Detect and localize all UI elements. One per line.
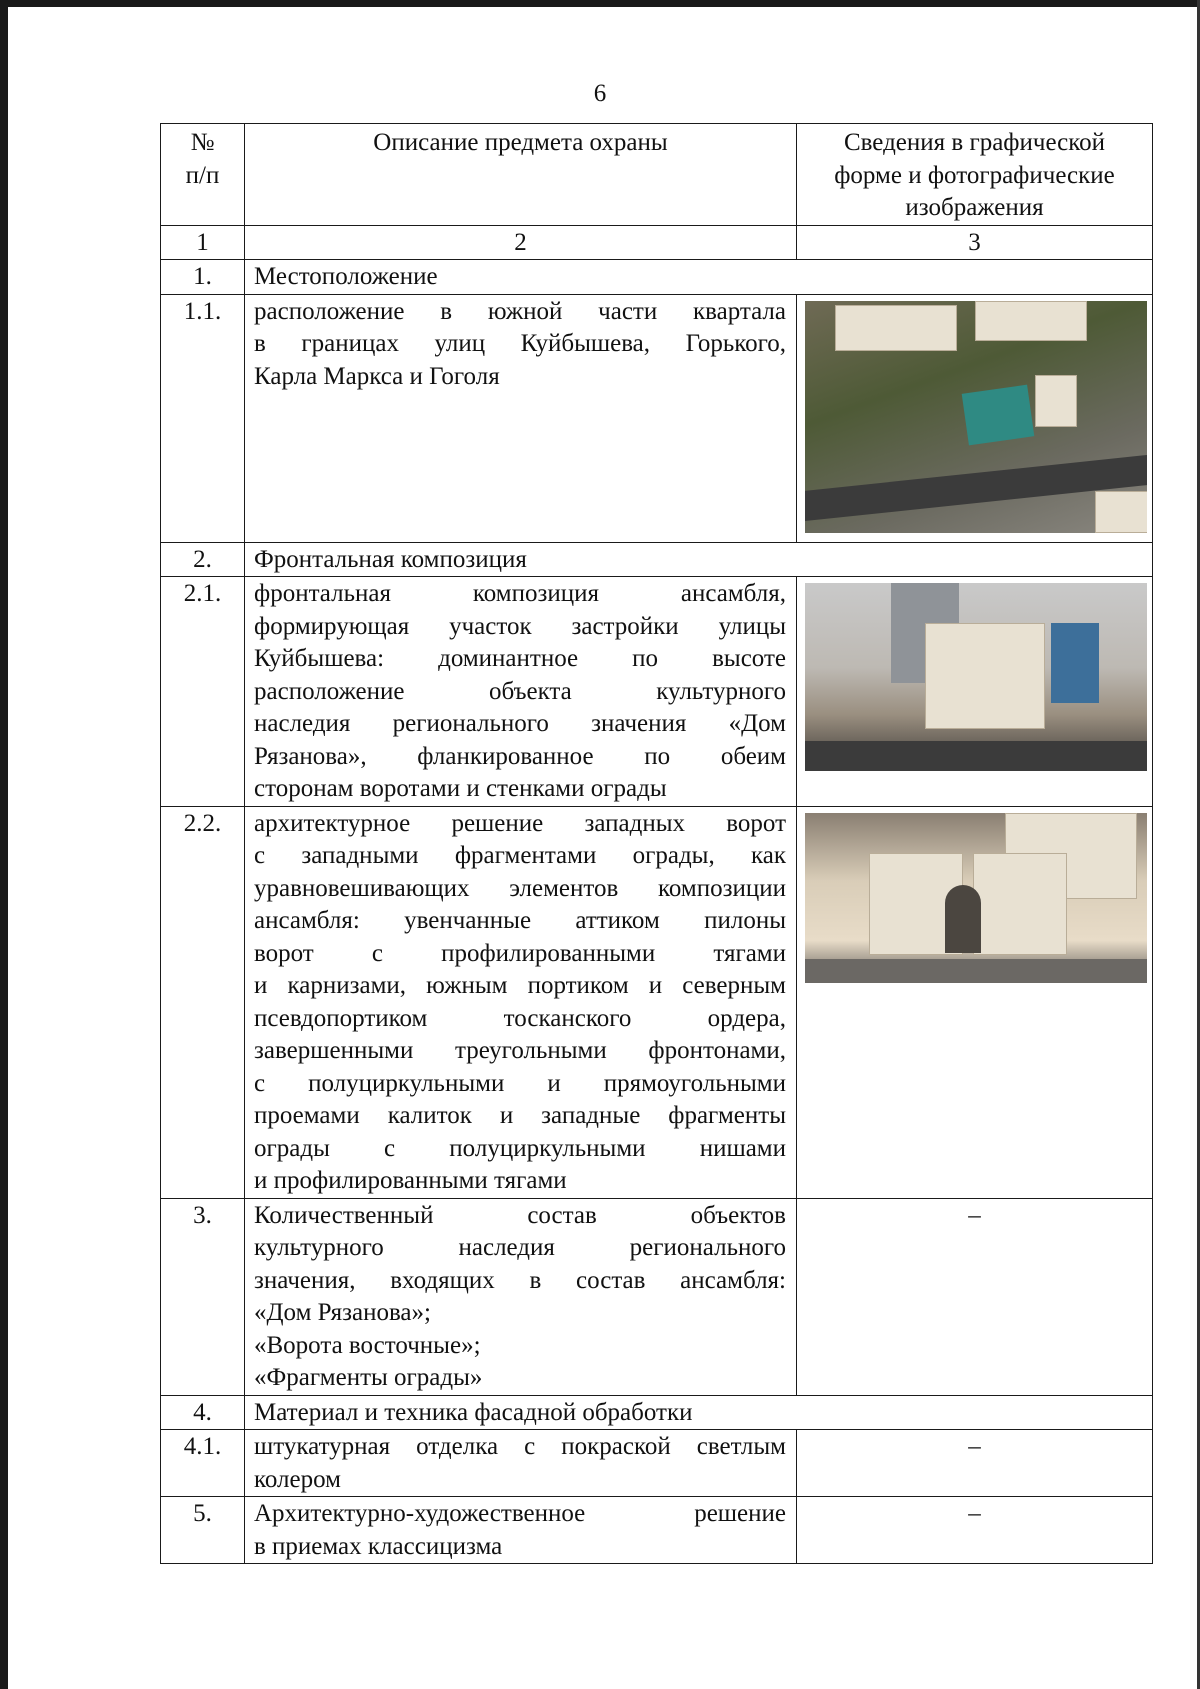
header-images-cell	[797, 124, 1153, 226]
row-number: 3.	[161, 1198, 245, 1395]
description-line: наследия регионального значения «Дом	[254, 710, 786, 737]
description-line: Архитектурно-художественное решение	[254, 1500, 786, 1527]
description-line: расположение объекта культурного	[254, 677, 786, 705]
table-row	[161, 1395, 1153, 1430]
column-numbering-row	[161, 225, 1153, 260]
section-title: Материал и техника фасадной обработки	[245, 1395, 1153, 1430]
description-line: архитектурное решение западных ворот	[254, 809, 786, 837]
description-line: уравновешивающих элементов композиции	[254, 874, 786, 902]
row-number: 2.2.	[161, 806, 245, 1198]
description-line: псевдопортиком тосканского ордера,	[254, 1004, 786, 1032]
description-line: с полуциркульными и прямоугольными	[254, 1069, 786, 1097]
row-description	[245, 1430, 797, 1497]
gate-photo	[805, 813, 1147, 983]
row-description	[245, 806, 797, 1198]
row-number: 2.1.	[161, 577, 245, 807]
image-cell	[797, 577, 1153, 807]
section-title: Местоположение	[245, 260, 1153, 295]
description-line: и профилированными тягами	[254, 1167, 567, 1194]
row-number: 5.	[161, 1497, 245, 1564]
glass-tower-shape	[1051, 623, 1099, 703]
column-number: 1	[161, 225, 245, 260]
header-images-line: изображения	[905, 194, 1044, 221]
description-line: в границах улиц Куйбышева, Горького,	[254, 330, 786, 357]
description-line: колером	[254, 1465, 341, 1493]
description-line: значения, входящих в состав ансамбля:	[254, 1266, 786, 1294]
description-line: в приемах классицизма	[254, 1532, 503, 1560]
description-line: ограды с полуциркульными нишами	[254, 1134, 786, 1162]
house-facade-photo	[805, 583, 1147, 771]
row-description	[245, 1497, 797, 1564]
section-title: Фронтальная композиция	[245, 542, 1153, 577]
description-line: Куйбышева: доминантное по высоте	[254, 645, 786, 672]
description-line: ворот с профилированными тягами	[254, 939, 786, 967]
description-line: «Дом Рязанова»;	[254, 1299, 431, 1326]
header-number-line: №	[190, 129, 215, 156]
gate-pylon-shape	[973, 853, 1067, 955]
road-shape	[805, 741, 1147, 771]
row-description	[245, 294, 797, 542]
table-row	[161, 542, 1153, 577]
row-number: 1.1.	[161, 294, 245, 542]
row-number: 1.	[161, 260, 245, 295]
description-line: формирующая участок застройки улицы	[254, 612, 786, 640]
description-line: ансамбля: увенчанные аттиком пилоны	[254, 907, 786, 934]
aerial-photo	[805, 301, 1147, 533]
building-shape	[835, 305, 957, 351]
description-line: культурного наследия регионального	[254, 1234, 786, 1261]
header-images-line: форме и фотографические	[834, 161, 1115, 189]
page-number: 6	[593, 80, 607, 107]
description-line: Количественный состав объектов	[254, 1201, 786, 1229]
column-number: 2	[245, 225, 797, 260]
description-line: «Ворота восточные»;	[254, 1331, 481, 1359]
description-line: сторонам воротами и стенками ограды	[254, 775, 667, 802]
description-line: завершенными треугольными фронтонами,	[254, 1037, 786, 1064]
description-line: с западными фрагментами ограды, как	[254, 842, 786, 869]
house-shape	[925, 623, 1045, 729]
header-number-line: п/п	[185, 161, 220, 189]
description-line: Рязанова», фланкированное по обеим	[254, 742, 786, 770]
header-description-cell: Описание предмета охраны	[245, 124, 797, 226]
row-description	[245, 1198, 797, 1395]
description-line: штукатурная отделка с покраской светлым	[254, 1433, 786, 1460]
building-shape	[975, 301, 1087, 341]
description-line: и карнизами, южным портиком и северным	[254, 972, 786, 999]
table-row	[161, 1497, 1153, 1564]
road-shape	[805, 959, 1147, 983]
table-header-row	[161, 124, 1153, 226]
scan-border-top	[0, 0, 1200, 7]
description-line: Карла Маркса и Гоголя	[254, 362, 500, 390]
scan-border-left	[0, 0, 8, 1689]
header-images-line: Сведения в графической	[843, 129, 1106, 156]
building-shape	[1095, 491, 1147, 533]
table-row	[161, 1430, 1153, 1497]
empty-image-dash: –	[797, 1497, 1153, 1564]
table-row	[161, 1198, 1153, 1395]
image-cell	[797, 294, 1153, 542]
table-row	[161, 260, 1153, 295]
empty-image-dash: –	[797, 1430, 1153, 1497]
description-line: «Фрагменты ограды»	[254, 1364, 483, 1391]
building-shape	[1035, 375, 1077, 427]
column-number: 3	[797, 225, 1153, 260]
image-cell	[797, 806, 1153, 1198]
description-line: фронтальная композиция ансамбля,	[254, 580, 786, 607]
table-row	[161, 294, 1153, 542]
row-number: 2.	[161, 542, 245, 577]
description-line: проемами калиток и западные фрагменты	[254, 1102, 786, 1129]
roof-shape	[962, 384, 1035, 445]
empty-image-dash: –	[797, 1198, 1153, 1395]
protection-subject-table	[160, 123, 1153, 1564]
description-line: расположение в южной части квартала	[254, 297, 786, 325]
header-number-cell	[161, 124, 245, 226]
gate-arch-shape	[945, 885, 981, 953]
row-number: 4.1.	[161, 1430, 245, 1497]
table-row	[161, 806, 1153, 1198]
row-number: 4.	[161, 1395, 245, 1430]
row-description	[245, 577, 797, 807]
table-row	[161, 577, 1153, 807]
